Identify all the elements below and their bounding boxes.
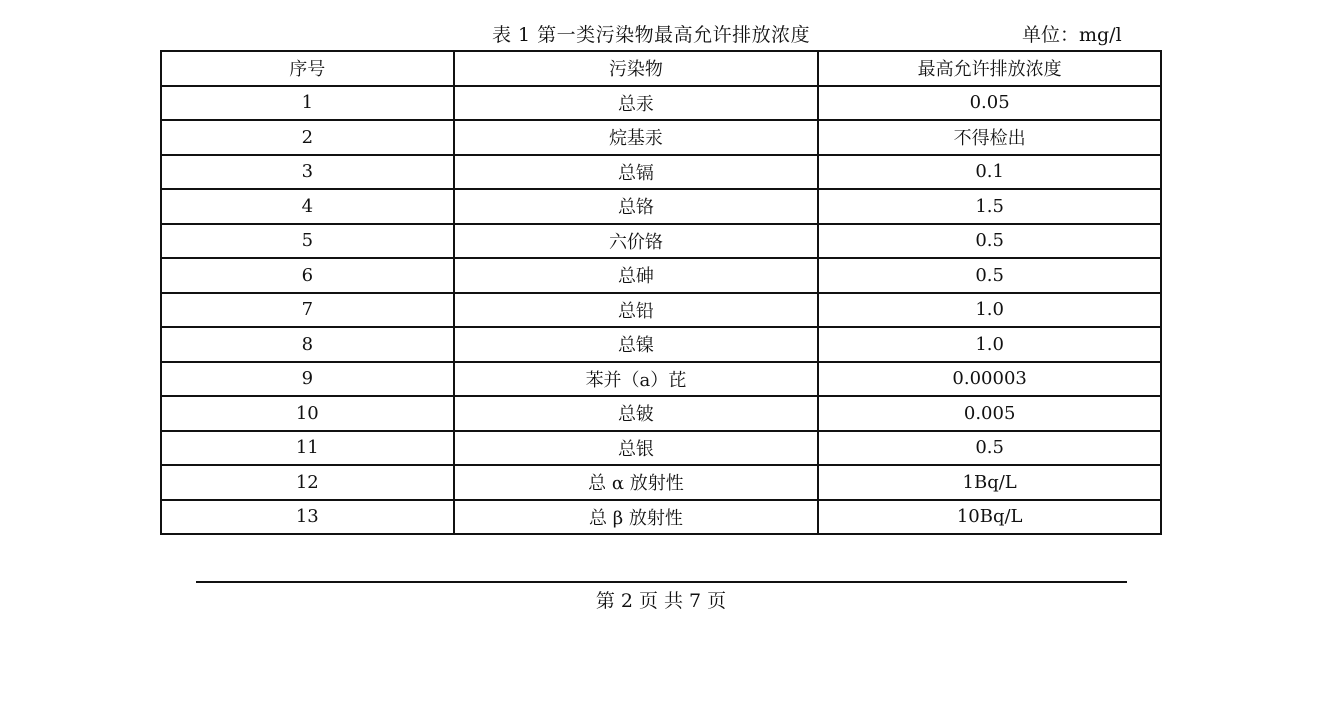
row-pollutant: 烷基汞 [454, 120, 819, 155]
table-row [161, 500, 1161, 535]
table-row [161, 86, 1161, 121]
row-pollutant: 总 α 放射性 [454, 465, 819, 500]
table-row [161, 120, 1161, 155]
row-serial-number: 4 [161, 189, 454, 224]
row-serial-number: 2 [161, 120, 454, 155]
table-row [161, 465, 1161, 500]
table-row [161, 258, 1161, 293]
table-row [161, 431, 1161, 466]
header-pollutant: 污染物 [454, 51, 819, 86]
row-max-concentration: 不得检出 [818, 120, 1161, 155]
table-header-row [161, 51, 1161, 86]
row-max-concentration: 1.5 [818, 189, 1161, 224]
row-serial-number: 13 [161, 500, 454, 535]
table-row [161, 155, 1161, 190]
row-serial-number: 3 [161, 155, 454, 190]
row-max-concentration: 0.5 [818, 258, 1161, 293]
row-pollutant: 总铅 [454, 293, 819, 328]
row-pollutant: 六价铬 [454, 224, 819, 259]
table-row [161, 327, 1161, 362]
unit-label: 单位：mg/l [1022, 24, 1122, 46]
row-serial-number: 9 [161, 362, 454, 397]
row-serial-number: 12 [161, 465, 454, 500]
row-max-concentration: 0.5 [818, 224, 1161, 259]
row-pollutant: 总砷 [454, 258, 819, 293]
row-serial-number: 7 [161, 293, 454, 328]
table-row [161, 362, 1161, 397]
table-row [161, 224, 1161, 259]
row-pollutant: 苯并（a）芘 [454, 362, 819, 397]
row-serial-number: 6 [161, 258, 454, 293]
table-title: 表 1 第一类污染物最高允许排放浓度 [492, 24, 811, 46]
row-max-concentration: 0.00003 [818, 362, 1161, 397]
row-max-concentration: 0.05 [818, 86, 1161, 121]
table-row [161, 293, 1161, 328]
page-number: 第 2 页 共 7 页 [595, 590, 727, 612]
row-pollutant: 总铬 [454, 189, 819, 224]
row-pollutant: 总铍 [454, 396, 819, 431]
table-row [161, 189, 1161, 224]
footer-divider [196, 581, 1127, 583]
row-pollutant: 总镍 [454, 327, 819, 362]
row-serial-number: 1 [161, 86, 454, 121]
table-row [161, 396, 1161, 431]
row-serial-number: 10 [161, 396, 454, 431]
row-serial-number: 8 [161, 327, 454, 362]
row-max-concentration: 0.5 [818, 431, 1161, 466]
row-pollutant: 总银 [454, 431, 819, 466]
row-max-concentration: 0.005 [818, 396, 1161, 431]
row-max-concentration: 0.1 [818, 155, 1161, 190]
row-max-concentration: 1.0 [818, 327, 1161, 362]
row-pollutant: 总 β 放射性 [454, 500, 819, 535]
row-pollutant: 总镉 [454, 155, 819, 190]
row-pollutant: 总汞 [454, 86, 819, 121]
row-serial-number: 5 [161, 224, 454, 259]
row-max-concentration: 10Bq/L [818, 500, 1161, 535]
header-max-concentration: 最高允许排放浓度 [818, 51, 1161, 86]
row-serial-number: 11 [161, 431, 454, 466]
row-max-concentration: 1Bq/L [818, 465, 1161, 500]
header-serial-number: 序号 [161, 51, 454, 86]
pollutant-limits-table [160, 50, 1162, 535]
row-max-concentration: 1.0 [818, 293, 1161, 328]
table-caption [0, 18, 1322, 48]
